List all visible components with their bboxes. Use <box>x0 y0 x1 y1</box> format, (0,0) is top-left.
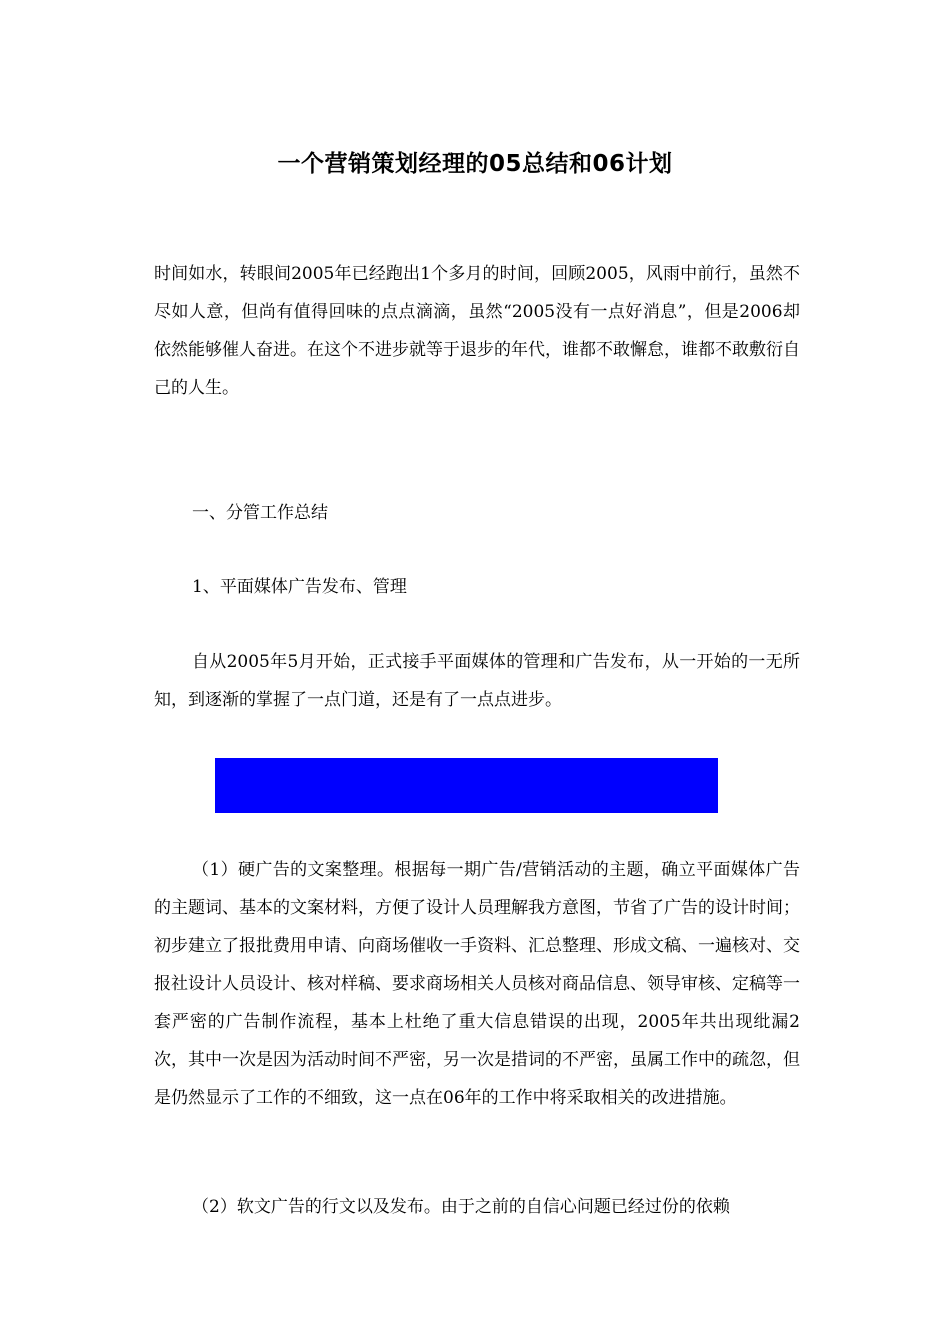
intro-paragraph: 时间如水，转眼间2005年已经跑出1个多月的时间，回顾2005，风雨中前行，虽然不尽如人意，但尚有值得回味的点点滴滴，虽然“2005没有一点好消息”，但是2006却依然能够催人奋进。在这个不进步就等于退步的年代，谁都不敢懈怠，谁都不敢敷衍自己的人生。 <box>154 264 800 398</box>
document-title: 一个营销策划经理的05总结和06计划 <box>277 151 673 177</box>
body-paragraph: 自从2005年5月开始，正式接手平面媒体的管理和广告发布，从一开始的一无所知，到逐渐的掌握了一点门道，还是有了一点点进步。 <box>154 652 800 710</box>
blue-banner-image <box>215 758 718 813</box>
list-item-paragraph: （2）软文广告的行文以及发布。由于之前的自信心问题已经过份的依赖 <box>192 1197 730 1217</box>
list-item-paragraph: （1）硬广告的文案整理。根据每一期广告/营销活动的主题，确立平面媒体广告的主题词、基本的文案材料，方便了设计人员理解我方意图，节省了广告的设计时间；初步建立了报批费用申请、向商场催收一手资料、汇总整理、形成文稿、一遍核对、交报社设计人员设计、核对样稿、要求商场相关人员核对商品信息、领导审核、定稿等一套严密的广告制作流程，基本上杜绝了重大信息错误的出现，2005年共出现纰漏2次，其中一次是因为活动时间不严密，另一次是措词的不严密，虽属工作中的疏忽，但是仍然显示了工作的不细致，这一点在06年的工作中将采取相关的改进措施。 <box>154 860 800 1108</box>
sub-heading: 1、平面媒体广告发布、管理 <box>192 577 407 597</box>
section-heading: 一、分管工作总结 <box>192 503 328 523</box>
